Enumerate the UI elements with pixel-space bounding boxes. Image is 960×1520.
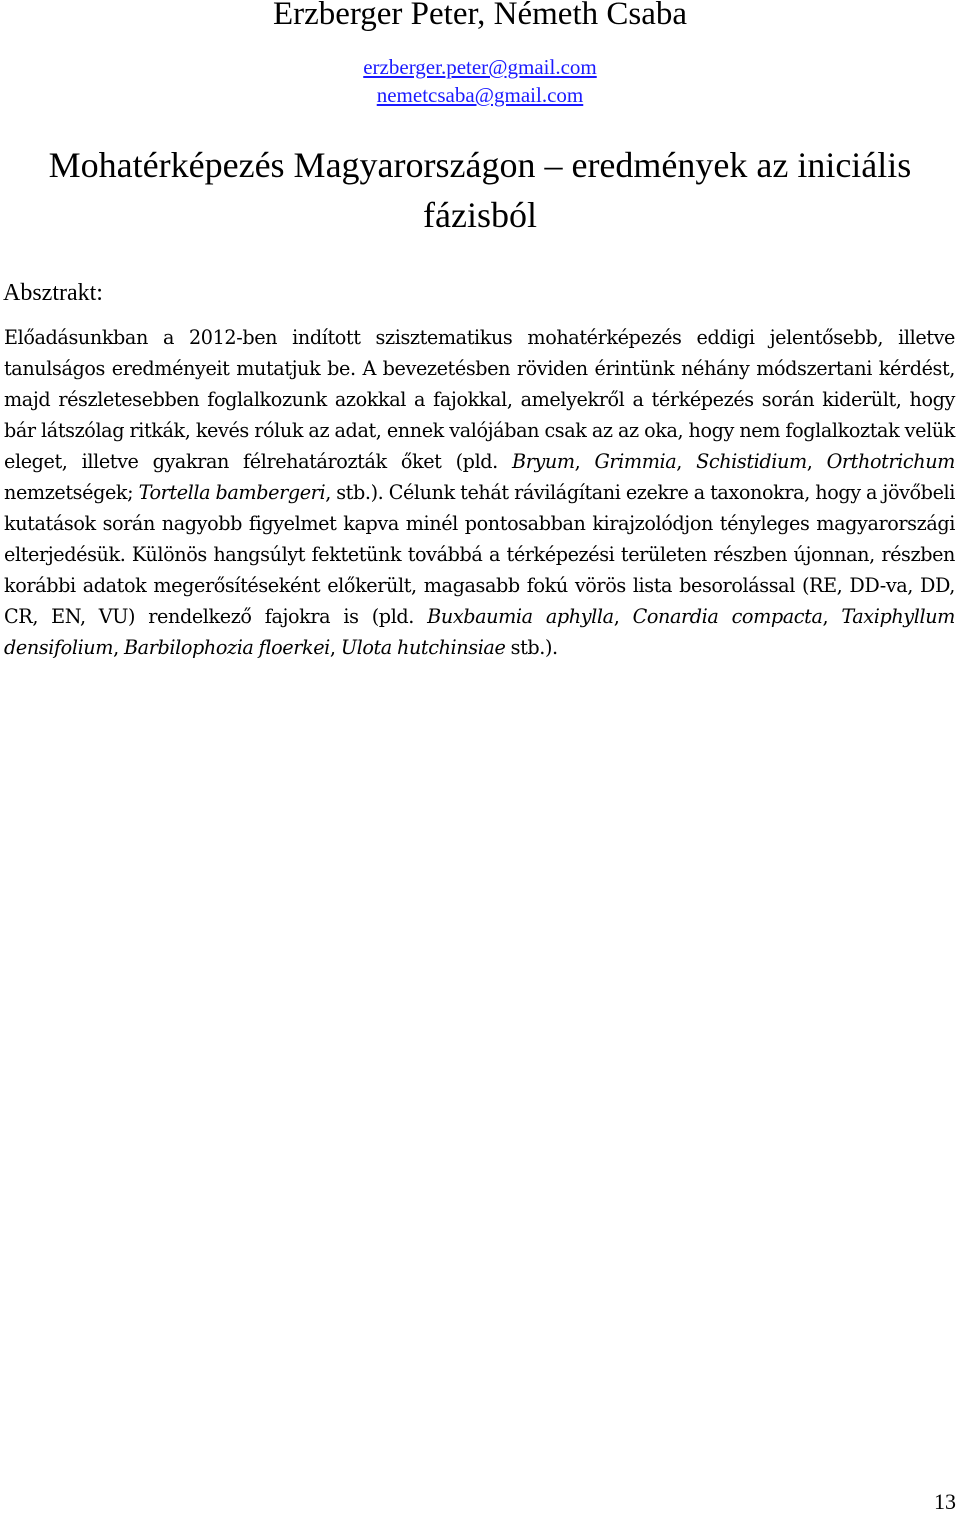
taxon-name: Conardia compacta xyxy=(632,605,823,628)
abstract-text-segment: , xyxy=(806,450,827,473)
page-number: 13 xyxy=(934,1489,956,1514)
abstract-text-segment: , xyxy=(613,605,633,628)
author-emails xyxy=(0,53,960,109)
taxon-name: Schistidium xyxy=(696,450,807,473)
abstract-text-segment: , xyxy=(113,636,124,659)
abstract-text-segment: nemzetségek; xyxy=(4,481,139,504)
email-link-nemeth[interactable]: nemetcsaba@gmail.com xyxy=(376,83,584,107)
abstract-text-segment: , xyxy=(676,450,697,473)
abstract-text xyxy=(4,322,955,663)
abstract-text-segment: , xyxy=(822,605,842,628)
abstract-text-segment: Előadásunkban a 2012-ben indított szisztematikus mohatérképezés eddigi jelentősebb, illetve tanulságos eredményeit mutatjuk be. A bevezetésben röviden érintünk néhány módszertani kérdést, majd részletesebben foglalkozunk azokkal a fajokkal, amelyekről a térképezés során kiderült, hogy bár látszólag ritkák, kevés róluk az adat, ennek valójában csak az az oka, hogy nem foglalkoztak velük eleget, illetve gyakran félrehatározták őket (pld. xyxy=(4,326,955,473)
abstract-text-segment: , xyxy=(329,636,341,659)
taxon-name: Bryum xyxy=(512,450,575,473)
author-names: Erzberger Peter, Németh Csaba xyxy=(272,0,688,32)
abstract-text-segment: , xyxy=(574,450,595,473)
taxon-name: Orthotrichum xyxy=(826,450,955,473)
abstract-text-segment: , stb.). Célunk tehát rávilágítani ezekre a taxonokra, hogy a jövőbeli kutatások során nagyobb figyelmet kapva minél pontosabban kirajzolódjon tényleges magyarországi elterjedésük. Különös hangsúlyt fektetünk továbbá a térképezési területen részben újonnan, részben korábbi adatok megerősítéseként előkerült, magasabb fokú vörös lista besorolással (RE, DD-va, DD, CR, EN, VU) rendelkező fajokra is (pld. xyxy=(4,481,955,628)
taxon-name: Ulota hutchinsiae xyxy=(340,636,506,659)
taxon-name: Tortella bambergeri xyxy=(138,481,326,504)
taxon-name: Buxbaumia aphylla xyxy=(427,605,614,628)
taxon-name: Taxiphyllum densifolium xyxy=(4,605,955,659)
email-link-erzberger[interactable]: erzberger.peter@gmail.com xyxy=(363,55,597,79)
paper-title: Mohatérképezés Magyarországon – eredmények az iniciális fázisból xyxy=(48,145,912,235)
abstract-label: Absztrakt: xyxy=(3,280,103,306)
taxon-name: Barbilophozia floerkei xyxy=(123,636,330,659)
abstract-text-segment: stb.). xyxy=(505,636,558,659)
taxon-name: Grimmia xyxy=(594,450,677,473)
